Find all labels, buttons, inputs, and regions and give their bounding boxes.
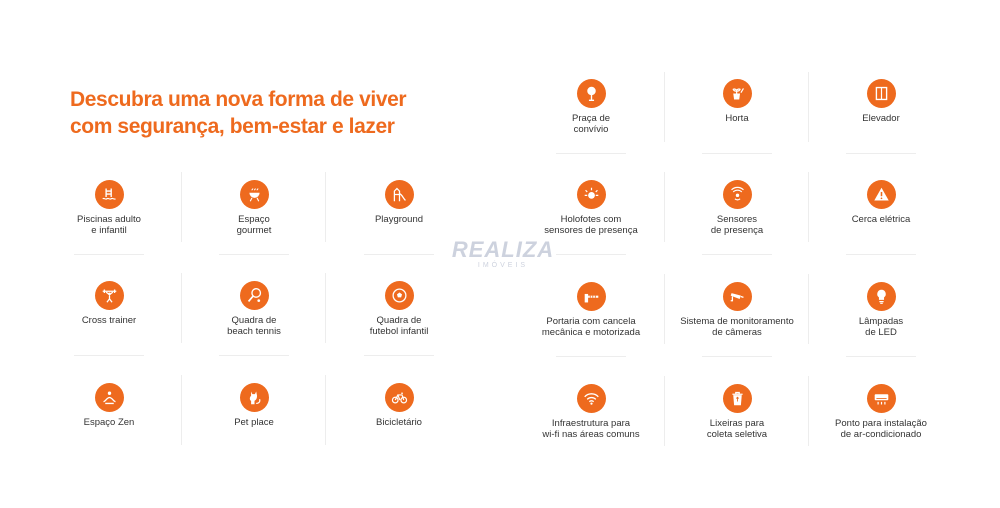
headline-line-2: com segurança, bem-estar e lazer [70, 115, 395, 138]
divider [325, 273, 326, 343]
bicycle-icon [385, 383, 414, 412]
divider [664, 274, 665, 344]
feature-label: Quadra de futebol infantil [369, 315, 429, 337]
divider [808, 72, 809, 142]
feature-square [521, 79, 661, 145]
divider [808, 376, 809, 446]
feature-label: Cross trainer [81, 315, 137, 326]
feature-label: Cerca elétrica [851, 214, 911, 225]
feature-label: Horta [725, 113, 749, 124]
watermark-sub: IMÓVEIS [477, 262, 529, 269]
feature-label: Holofotes com sensores de presença [544, 214, 638, 236]
divider [702, 153, 772, 154]
cross-trainer-icon [95, 281, 124, 310]
feature-playground [329, 180, 469, 246]
divider [846, 254, 916, 255]
tennis-racket-icon [240, 281, 269, 310]
divider [664, 376, 665, 446]
garden-icon [723, 79, 752, 108]
feature-label: Pet place [234, 417, 274, 428]
elevator-icon [867, 79, 896, 108]
floodlight-icon [577, 180, 606, 209]
divider [219, 254, 289, 255]
feature-cross-trainer [39, 281, 179, 347]
feature-electric-fence [811, 180, 951, 246]
feature-gatehouse [521, 282, 661, 348]
divider [364, 355, 434, 356]
pool-icon [95, 180, 124, 209]
feature-kids-soccer [329, 281, 469, 347]
feature-label: Bicicletário [376, 417, 422, 428]
tree-icon [577, 79, 606, 108]
divider [556, 153, 626, 154]
divider [846, 153, 916, 154]
feature-pools [39, 180, 179, 246]
zen-icon [95, 383, 124, 412]
divider [846, 356, 916, 357]
feature-label: Portaria com cancela mecânica e motorizada [541, 316, 641, 338]
divider [556, 356, 626, 357]
divider [664, 172, 665, 242]
divider [664, 72, 665, 142]
divider [808, 172, 809, 242]
feature-label: Playground [374, 214, 424, 225]
feature-label: Praça de convívio [571, 113, 611, 135]
lightbulb-icon [867, 282, 896, 311]
feature-label: Quadra de beach tennis [227, 315, 281, 337]
divider [181, 273, 182, 343]
feature-beach-tennis [184, 281, 324, 347]
divider [325, 375, 326, 445]
recycle-bin-icon [723, 384, 752, 413]
divider [74, 355, 144, 356]
sensor-icon [723, 180, 752, 209]
feature-bike-rack [329, 383, 469, 449]
gate-barrier-icon [577, 282, 606, 311]
watermark-main: REALIZA [451, 237, 555, 262]
divider [556, 254, 626, 255]
wifi-icon [577, 384, 606, 413]
headline-line-1: Descubra uma nova forma de viver [70, 88, 407, 111]
security-camera-icon [723, 282, 752, 311]
feature-camera-monitoring [667, 282, 807, 348]
divider [181, 172, 182, 242]
feature-label: Espaço Zen [83, 417, 135, 428]
feature-zen [39, 383, 179, 449]
divider [74, 254, 144, 255]
feature-elevator [811, 79, 951, 145]
warning-icon [867, 180, 896, 209]
feature-label: Piscinas adulto e infantil [77, 214, 141, 236]
feature-label: Ponto para instalação de ar-condicionado [835, 418, 927, 440]
feature-label: Lixeiras para coleta seletiva [706, 418, 768, 440]
divider [325, 172, 326, 242]
feature-pet-place [184, 383, 324, 449]
divider [219, 355, 289, 356]
divider [702, 254, 772, 255]
feature-label: Sensores de presença [710, 214, 764, 236]
divider [364, 254, 434, 255]
feature-gourmet [184, 180, 324, 246]
feature-label: Sistema de monitoramento de câmeras [680, 316, 794, 338]
divider [181, 375, 182, 445]
feature-label: Lâmpadas de LED [858, 316, 904, 338]
feature-recycling-bins [667, 384, 807, 450]
soccer-ball-icon [385, 281, 414, 310]
divider [702, 356, 772, 357]
grill-icon [240, 180, 269, 209]
feature-wifi [521, 384, 661, 450]
feature-air-conditioning [811, 384, 951, 450]
pet-icon [240, 383, 269, 412]
playground-icon [385, 180, 414, 209]
feature-floodlights [521, 180, 661, 246]
feature-presence-sensors [667, 180, 807, 246]
feature-led-lamps [811, 282, 951, 348]
divider [808, 274, 809, 344]
headline [70, 86, 406, 140]
air-conditioner-icon [867, 384, 896, 413]
feature-garden [667, 79, 807, 145]
feature-label: Infraestrutura para wi-fi nas áreas comuns [542, 418, 640, 440]
feature-label: Espaço gourmet [236, 214, 272, 236]
feature-label: Elevador [862, 113, 900, 124]
